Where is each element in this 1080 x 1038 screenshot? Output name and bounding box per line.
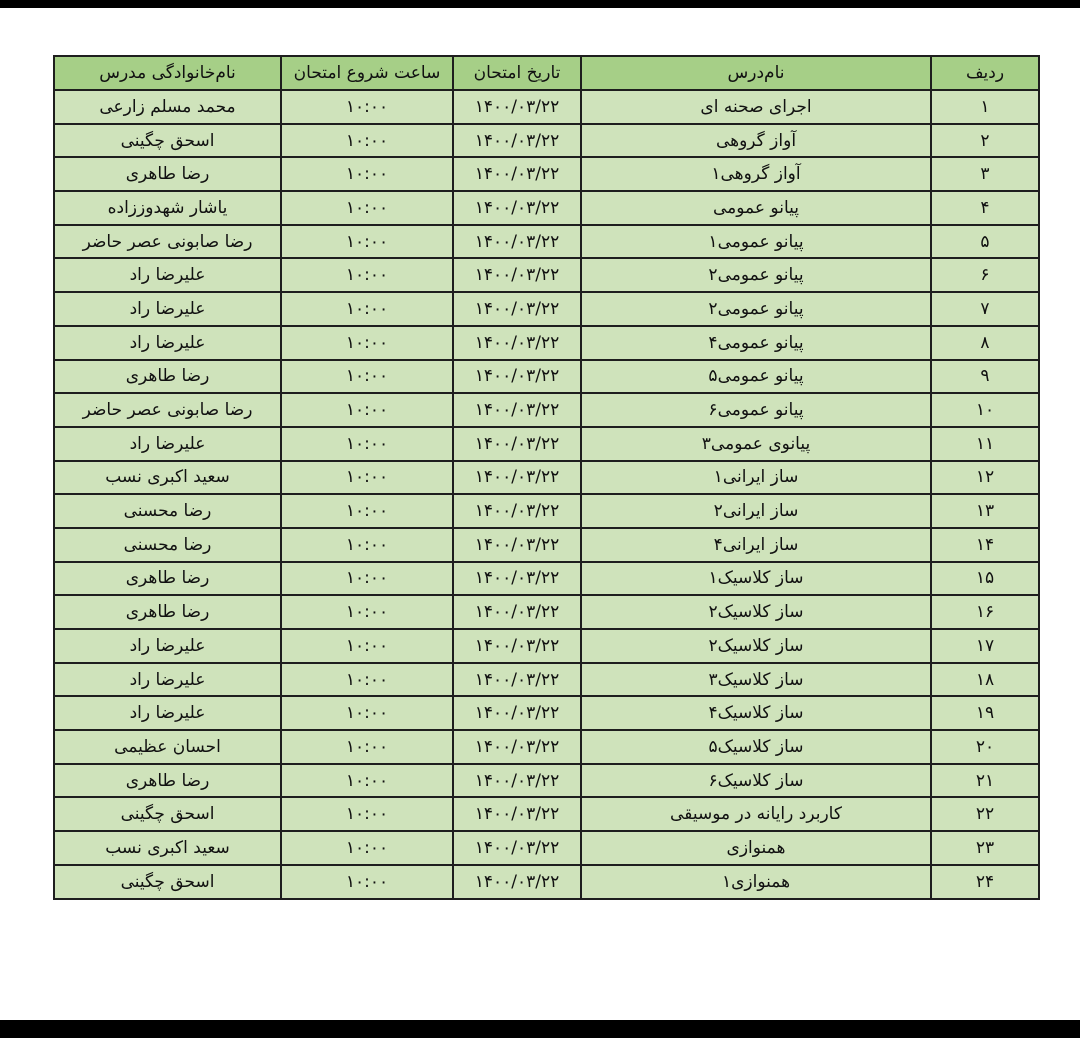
cell-exam-date: ۱۴۰۰/۰۳/۲۲	[453, 258, 581, 292]
cell-teacher-name: رضا صابونی عصر حاضر	[54, 225, 281, 259]
table-row	[54, 90, 1039, 124]
cell-course-name: همنوازی	[581, 831, 931, 865]
table-row	[54, 797, 1039, 831]
cell-exam-date: ۱۴۰۰/۰۳/۲۲	[453, 797, 581, 831]
bottom-black-bar	[0, 1020, 1080, 1038]
cell-course-name: پیانوی عمومی۳	[581, 427, 931, 461]
table-row	[54, 764, 1039, 798]
cell-exam-start-time: ۱۰:۰۰	[281, 326, 453, 360]
cell-exam-date: ۱۴۰۰/۰۳/۲۲	[453, 225, 581, 259]
exam-schedule-table	[53, 55, 1040, 900]
cell-exam-start-time: ۱۰:۰۰	[281, 764, 453, 798]
cell-exam-start-time: ۱۰:۰۰	[281, 427, 453, 461]
cell-exam-start-time: ۱۰:۰۰	[281, 629, 453, 663]
cell-teacher-name: رضا طاهری	[54, 595, 281, 629]
table-row	[54, 865, 1039, 899]
cell-row-number: ۱۰	[931, 393, 1039, 427]
cell-exam-date: ۱۴۰۰/۰۳/۲۲	[453, 629, 581, 663]
cell-row-number: ۸	[931, 326, 1039, 360]
cell-exam-start-time: ۱۰:۰۰	[281, 797, 453, 831]
cell-exam-date: ۱۴۰۰/۰۳/۲۲	[453, 191, 581, 225]
cell-teacher-name: علیرضا راد	[54, 696, 281, 730]
cell-row-number: ۹	[931, 360, 1039, 394]
table-row	[54, 292, 1039, 326]
cell-course-name: اجرای صحنه ای	[581, 90, 931, 124]
table-row	[54, 157, 1039, 191]
cell-course-name: ساز کلاسیک۲	[581, 595, 931, 629]
cell-row-number: ۱۶	[931, 595, 1039, 629]
cell-exam-start-time: ۱۰:۰۰	[281, 258, 453, 292]
cell-exam-date: ۱۴۰۰/۰۳/۲۲	[453, 831, 581, 865]
cell-teacher-name: علیرضا راد	[54, 258, 281, 292]
table-row	[54, 730, 1039, 764]
table-row	[54, 528, 1039, 562]
cell-course-name: ساز کلاسیک۱	[581, 562, 931, 596]
table-header	[54, 56, 1039, 90]
cell-exam-start-time: ۱۰:۰۰	[281, 528, 453, 562]
cell-course-name: پیانو عمومی۵	[581, 360, 931, 394]
cell-exam-date: ۱۴۰۰/۰۳/۲۲	[453, 865, 581, 899]
cell-teacher-name: علیرضا راد	[54, 427, 281, 461]
cell-exam-start-time: ۱۰:۰۰	[281, 393, 453, 427]
cell-course-name: ساز ایرانی۱	[581, 461, 931, 495]
cell-course-name: پیانو عمومی۴	[581, 326, 931, 360]
cell-teacher-name: علیرضا راد	[54, 663, 281, 697]
cell-row-number: ۲۰	[931, 730, 1039, 764]
cell-teacher-name: یاشار شهدوززاده	[54, 191, 281, 225]
cell-exam-start-time: ۱۰:۰۰	[281, 730, 453, 764]
cell-exam-date: ۱۴۰۰/۰۳/۲۲	[453, 124, 581, 158]
cell-row-number: ۶	[931, 258, 1039, 292]
cell-exam-date: ۱۴۰۰/۰۳/۲۲	[453, 494, 581, 528]
table-row	[54, 663, 1039, 697]
cell-teacher-name: رضا طاهری	[54, 764, 281, 798]
cell-exam-start-time: ۱۰:۰۰	[281, 292, 453, 326]
cell-exam-start-time: ۱۰:۰۰	[281, 696, 453, 730]
cell-exam-date: ۱۴۰۰/۰۳/۲۲	[453, 663, 581, 697]
cell-course-name: ساز کلاسیک۶	[581, 764, 931, 798]
table-row	[54, 461, 1039, 495]
cell-course-name: ساز کلاسیک۳	[581, 663, 931, 697]
cell-exam-start-time: ۱۰:۰۰	[281, 124, 453, 158]
cell-exam-start-time: ۱۰:۰۰	[281, 562, 453, 596]
cell-teacher-name: محمد مسلم زارعی	[54, 90, 281, 124]
cell-exam-start-time: ۱۰:۰۰	[281, 360, 453, 394]
cell-row-number: ۱۴	[931, 528, 1039, 562]
cell-row-number: ۱۳	[931, 494, 1039, 528]
cell-exam-start-time: ۱۰:۰۰	[281, 831, 453, 865]
cell-exam-date: ۱۴۰۰/۰۳/۲۲	[453, 157, 581, 191]
cell-exam-date: ۱۴۰۰/۰۳/۲۲	[453, 730, 581, 764]
table-row	[54, 326, 1039, 360]
cell-teacher-name: رضا صابونی عصر حاضر	[54, 393, 281, 427]
cell-course-name: آواز گروهی۱	[581, 157, 931, 191]
cell-exam-date: ۱۴۰۰/۰۳/۲۲	[453, 360, 581, 394]
table-row	[54, 360, 1039, 394]
cell-row-number: ۲۳	[931, 831, 1039, 865]
cell-exam-start-time: ۱۰:۰۰	[281, 157, 453, 191]
table-row	[54, 124, 1039, 158]
top-black-bar	[0, 0, 1080, 8]
cell-exam-date: ۱۴۰۰/۰۳/۲۲	[453, 696, 581, 730]
cell-course-name: ساز کلاسیک۲	[581, 629, 931, 663]
cell-teacher-name: علیرضا راد	[54, 292, 281, 326]
cell-row-number: ۵	[931, 225, 1039, 259]
exam-schedule-container	[55, 55, 1040, 900]
cell-teacher-name: علیرضا راد	[54, 326, 281, 360]
cell-row-number: ۳	[931, 157, 1039, 191]
cell-exam-date: ۱۴۰۰/۰۳/۲۲	[453, 461, 581, 495]
table-row	[54, 393, 1039, 427]
header-exam-date: تاریخ امتحان	[453, 56, 581, 90]
header-exam-start-time: ساعت شروع امتحان	[281, 56, 453, 90]
cell-course-name: ساز ایرانی۴	[581, 528, 931, 562]
cell-course-name: کاربرد رایانه در موسیقی	[581, 797, 931, 831]
cell-exam-date: ۱۴۰۰/۰۳/۲۲	[453, 326, 581, 360]
cell-row-number: ۱۵	[931, 562, 1039, 596]
cell-exam-start-time: ۱۰:۰۰	[281, 461, 453, 495]
cell-row-number: ۲	[931, 124, 1039, 158]
table-row	[54, 696, 1039, 730]
cell-course-name: پیانو عمومی۲	[581, 292, 931, 326]
cell-teacher-name: رضا طاهری	[54, 360, 281, 394]
cell-course-name: پیانو عمومی۲	[581, 258, 931, 292]
header-row-number: ردیف	[931, 56, 1039, 90]
header-course-name: نام‌درس	[581, 56, 931, 90]
table-row	[54, 427, 1039, 461]
cell-row-number: ۲۲	[931, 797, 1039, 831]
cell-row-number: ۲۴	[931, 865, 1039, 899]
cell-teacher-name: رضا طاهری	[54, 157, 281, 191]
cell-exam-date: ۱۴۰۰/۰۳/۲۲	[453, 393, 581, 427]
header-teacher-name: نام‌خانوادگی مدرس	[54, 56, 281, 90]
cell-exam-start-time: ۱۰:۰۰	[281, 225, 453, 259]
cell-teacher-name: اسحق چگینی	[54, 124, 281, 158]
cell-course-name: ساز کلاسیک۴	[581, 696, 931, 730]
cell-row-number: ۱	[931, 90, 1039, 124]
cell-exam-start-time: ۱۰:۰۰	[281, 865, 453, 899]
cell-course-name: همنوازی۱	[581, 865, 931, 899]
cell-exam-start-time: ۱۰:۰۰	[281, 90, 453, 124]
cell-exam-start-time: ۱۰:۰۰	[281, 494, 453, 528]
cell-row-number: ۷	[931, 292, 1039, 326]
cell-row-number: ۱۹	[931, 696, 1039, 730]
table-row	[54, 562, 1039, 596]
cell-exam-date: ۱۴۰۰/۰۳/۲۲	[453, 562, 581, 596]
table-row	[54, 191, 1039, 225]
cell-row-number: ۲۱	[931, 764, 1039, 798]
cell-row-number: ۱۲	[931, 461, 1039, 495]
table-row	[54, 629, 1039, 663]
table-row	[54, 258, 1039, 292]
cell-course-name: پیانو عمومی۶	[581, 393, 931, 427]
cell-exam-date: ۱۴۰۰/۰۳/۲۲	[453, 764, 581, 798]
cell-teacher-name: سعید اکبری نسب	[54, 831, 281, 865]
cell-teacher-name: رضا محسنی	[54, 528, 281, 562]
cell-teacher-name: اسحق چگینی	[54, 797, 281, 831]
cell-exam-date: ۱۴۰۰/۰۳/۲۲	[453, 595, 581, 629]
cell-row-number: ۴	[931, 191, 1039, 225]
cell-exam-start-time: ۱۰:۰۰	[281, 191, 453, 225]
cell-course-name: پیانو عمومی۱	[581, 225, 931, 259]
cell-exam-date: ۱۴۰۰/۰۳/۲۲	[453, 427, 581, 461]
cell-teacher-name: رضا محسنی	[54, 494, 281, 528]
cell-exam-date: ۱۴۰۰/۰۳/۲۲	[453, 528, 581, 562]
cell-course-name: ساز کلاسیک۵	[581, 730, 931, 764]
cell-teacher-name: رضا طاهری	[54, 562, 281, 596]
cell-teacher-name: سعید اکبری نسب	[54, 461, 281, 495]
cell-row-number: ۱۸	[931, 663, 1039, 697]
cell-exam-date: ۱۴۰۰/۰۳/۲۲	[453, 292, 581, 326]
table-body	[54, 90, 1039, 899]
table-row	[54, 831, 1039, 865]
cell-course-name: پیانو عمومی	[581, 191, 931, 225]
table-row	[54, 595, 1039, 629]
cell-row-number: ۱۱	[931, 427, 1039, 461]
cell-teacher-name: اسحق چگینی	[54, 865, 281, 899]
cell-teacher-name: علیرضا راد	[54, 629, 281, 663]
cell-exam-start-time: ۱۰:۰۰	[281, 595, 453, 629]
cell-teacher-name: احسان عظیمی	[54, 730, 281, 764]
table-row	[54, 494, 1039, 528]
cell-exam-date: ۱۴۰۰/۰۳/۲۲	[453, 90, 581, 124]
cell-row-number: ۱۷	[931, 629, 1039, 663]
cell-course-name: ساز ایرانی۲	[581, 494, 931, 528]
cell-course-name: آواز گروهی	[581, 124, 931, 158]
table-row	[54, 225, 1039, 259]
header-row	[54, 56, 1039, 90]
cell-exam-start-time: ۱۰:۰۰	[281, 663, 453, 697]
